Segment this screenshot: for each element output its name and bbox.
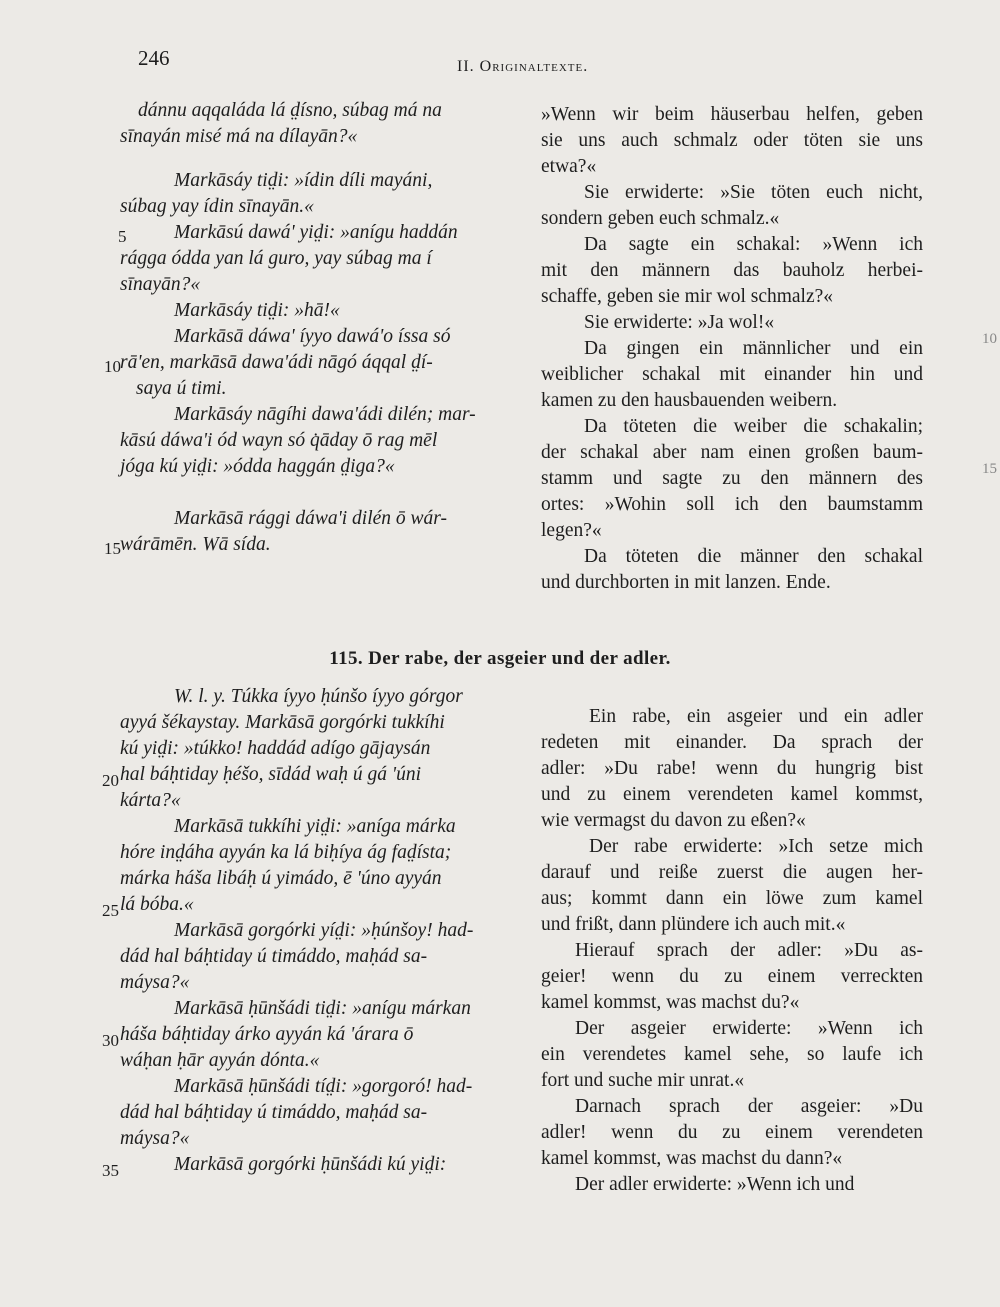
german-column-bottom [541, 704, 923, 1198]
text-line: kamel kommst, was machst du dann?« [541, 1148, 843, 1169]
text-line: ayyá šékaystay. Markāsā gorgórki tukkíhi [120, 712, 445, 733]
text-line: kárta?« [120, 790, 181, 811]
text-line: der schakal aber nam einen großen baum- [541, 442, 923, 463]
text-line: Markāsā gorgórki yíd̤i: »ḥúnšoy! had- [174, 920, 474, 941]
text-line: weiblicher schakal mit einander hin und [541, 364, 923, 385]
text-line: sie uns auch schmalz oder töten sie uns [541, 130, 923, 151]
german-column-top [541, 102, 923, 596]
text-line: hóre ind̤áha ayyán ka lá biḥíya ág fad̤ísta; [120, 842, 452, 863]
running-head-prefix: II. [457, 58, 475, 75]
text-line: saya ú timi. [136, 378, 227, 399]
text-line: Hierauf sprach der adler: »Du as- [575, 940, 923, 961]
line-number: 30 [102, 1031, 119, 1050]
somali-column-top [120, 98, 512, 558]
page-number: 246 [138, 46, 170, 70]
text-line: und frißt, dann plündere ich auch mit.« [541, 914, 846, 935]
text-line: Da gingen ein männlicher und ein [584, 338, 923, 359]
text-line: kamen zu den hausbauenden weibern. [541, 390, 838, 411]
text-line: Sie erwiderte: »Sie töten euch nicht, [584, 182, 923, 203]
text-line: kāsú dáwa'i ód wayn só q̇āday ō rag mēl [120, 430, 438, 451]
text-line: sīnayán misé má na dílayān?« [120, 126, 358, 147]
text-line: Markāsáy tid̤i: »hā!« [174, 300, 340, 321]
text-line: adler: »Du rabe! wenn du hungrig bist [541, 758, 923, 779]
text-line: mit den männern das bauholz herbei- [541, 260, 923, 281]
text-line: ein verendetes kamel sehe, so laufe ich [541, 1044, 923, 1065]
running-head-title: Originaltexte. [479, 58, 589, 75]
text-line: wáḥan ḥār ayyán dónta.« [120, 1050, 320, 1071]
text-line: háša báḥtiday árko ayyán ká 'árara ō [120, 1024, 414, 1045]
text-line: Da töteten die weiber die schakalin; [584, 416, 923, 437]
text-line: geier! wenn du zu einem verreckten [541, 966, 923, 987]
text-line: súbag yay ídin sīnayān.« [120, 196, 314, 217]
text-line: fort und suche mir unrat.« [541, 1070, 745, 1091]
text-line: Markāsā rággi dáwa'i dilén ō wár- [174, 508, 447, 529]
text-line: kamel kommst, was machst du?« [541, 992, 800, 1013]
text-line: márka háša libáḥ ú yimádo, ē 'úno ayyán [120, 868, 442, 889]
text-line: Markāsā tukkíhi yid̤i: »aníga márka [174, 816, 456, 837]
line-number: 25 [102, 901, 119, 920]
text-line: máysa?« [120, 972, 190, 993]
text-line: Da töteten die männer den schakal [584, 546, 923, 567]
text-line: rágga ódda yan lá guro, yay súbag ma í [120, 248, 432, 269]
running-head [457, 58, 588, 76]
text-line: Der asgeier erwiderte: »Wenn ich [575, 1018, 923, 1039]
text-line: rā'en, markāsā dawa'ádi nāgó áqqal d̤í- [120, 352, 433, 373]
text-line: Markāsú dawá' yid̤i: »anígu haddán [174, 222, 458, 243]
text-line: dánnu aqqaláda lá d̤ísno, súbag má na [138, 100, 442, 121]
text-line: und durchborten in mit lanzen. Ende. [541, 572, 831, 593]
text-line: hal báḥtiday ḥéšo, sīdád waḥ ú gá 'úni [120, 764, 422, 785]
line-number: 20 [102, 771, 119, 790]
somali-column-bottom [120, 684, 512, 1178]
text-line: Markāsáy tid̤i: »ídin díli mayáni, [174, 170, 433, 191]
margin-mark: 15 [982, 461, 997, 477]
text-line: Markāsā dáwa' íyyo dawá'o íssa só [174, 326, 451, 347]
text-line: und zu einem verendeten kamel kommst, [541, 784, 923, 805]
line-number: 35 [102, 1161, 119, 1180]
text-line: Ein rabe, ein asgeier und ein adler [589, 706, 923, 727]
text-line: dád hal báḥtiday ú timáddo, maḥád sa- [120, 1102, 428, 1123]
line-number: 5 [118, 227, 127, 246]
text-line: wie vermagst du davon zu eßen?« [541, 810, 806, 831]
text-line: sondern geben euch schmalz.« [541, 208, 780, 229]
text-line: wárāmēn. Wā sída. [120, 534, 271, 555]
text-line: ortes: »Wohin soll ich den baumstamm [541, 494, 923, 515]
text-line: Darnach sprach der asgeier: »Du [575, 1096, 923, 1117]
text-line: Markāsā gorgórki ḥūnšádi kú yid̤i: [174, 1154, 447, 1175]
text-line: kú yid̤i: »túkko! haddád adígo gājaysán [120, 738, 431, 759]
line-number: 15 [104, 539, 121, 558]
text-line: redeten mit einander. Da sprach der [541, 732, 923, 753]
text-line: lá bóba.« [120, 894, 194, 915]
text-line: Sie erwiderte: »Ja wol!« [584, 312, 775, 333]
text-line: Markāsā ḥūnšádi tíd̤i: »gorgoró! had- [174, 1076, 473, 1097]
line-number: 10 [104, 357, 121, 376]
text-line: etwa?« [541, 156, 597, 177]
text-line: dád hal báḥtiday ú timáddo, maḥád sa- [120, 946, 428, 967]
text-line: aus; kommt dann ein löwe zum kamel [541, 888, 923, 909]
text-line: stamm und sagte zu den männern des [541, 468, 923, 489]
text-line: legen?« [541, 520, 602, 541]
text-line: Markāsáy nāgíhi dawa'ádi dilén; mar- [174, 404, 476, 425]
text-line: W. l. y. Túkka íyyo ḥúnšo íyyo górgor [174, 686, 463, 707]
text-line: Da sagte ein schakal: »Wenn ich [584, 234, 923, 255]
text-line: Der rabe erwiderte: »Ich setze mich [589, 836, 923, 857]
text-line: sīnayān?« [120, 274, 201, 295]
text-line: Markāsā ḥūnšádi tid̤i: »anígu márkan [174, 998, 471, 1019]
text-line: máysa?« [120, 1128, 190, 1149]
section-title: 115. Der rabe, der asgeier und der adler. [329, 648, 671, 669]
text-line: »Wenn wir beim häuserbau helfen, geben [541, 104, 923, 125]
margin-mark: 10 [982, 331, 997, 347]
text-line: schaffe, geben sie mir wol schmalz?« [541, 286, 834, 307]
text-line: darauf und reiße zuerst die augen her- [541, 862, 923, 883]
text-line: Der adler erwiderte: »Wenn ich und [575, 1174, 855, 1195]
text-line: adler! wenn du zu einem verendeten [541, 1122, 923, 1143]
text-line: jóga kú yid̤i: »ódda haggán d̤iga?« [120, 456, 395, 477]
